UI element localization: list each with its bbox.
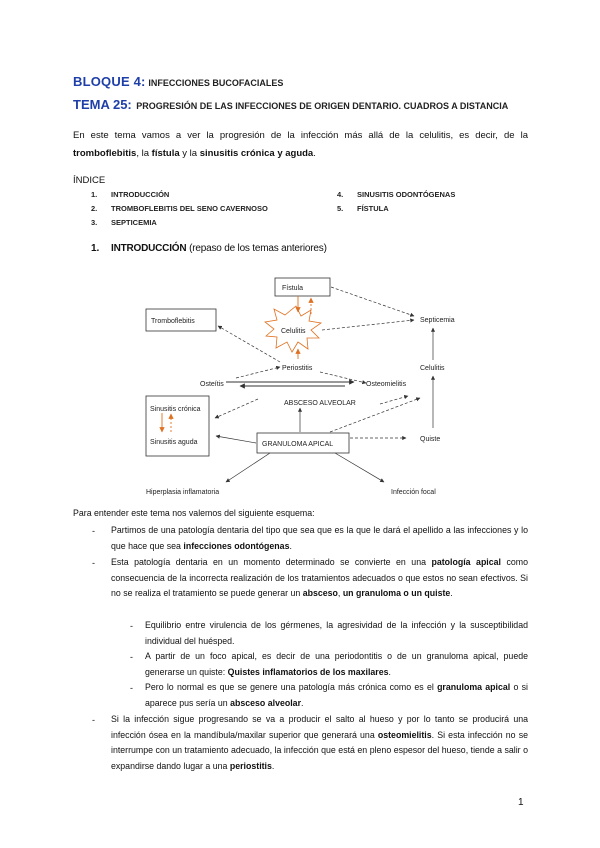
section-1-num: 1. — [91, 243, 100, 254]
indice-item-label: SEPTICEMIA — [111, 218, 157, 227]
indice-item-label: SINUSITIS ODONTÓGENAS — [357, 190, 456, 199]
sub-bullet-3-bold-1: granuloma apical — [437, 682, 511, 692]
intro-bold-fistula: fístula — [151, 148, 180, 159]
bullet-2-text-1: Esta patología dentaria en un momento determinado se convierte en una — [111, 557, 432, 567]
bullet-2-text-3: , — [337, 588, 343, 598]
label-septicemia: Septicemia — [420, 317, 455, 324]
sub-bullet-1: Equilibrio entre virulencia de los gérmenes, la agresividad de la infección y la susceptibilidad individual del huésped. — [145, 620, 528, 646]
label-sinusitis-cronica: Sinusitis crónica — [150, 406, 201, 413]
arrow-absceso-sinusitis — [215, 399, 258, 418]
bullet-3-bold-1: osteomielitis — [377, 729, 432, 740]
arrow-granuloma-sinusitis — [216, 436, 256, 443]
arrow-fistula-septicemia — [331, 287, 414, 316]
intro-text-2: , la — [136, 148, 152, 159]
label-granuloma: GRANULOMA APICAL — [262, 441, 334, 448]
bullet-3 — [111, 712, 528, 774]
bullet-1-end: . — [289, 540, 292, 551]
label-osteomielitis: Osteomielitis — [366, 381, 407, 388]
intro-bold-sinusitis: sinusitis crónica y aguda — [199, 148, 314, 159]
indice-item-num: 2. — [91, 204, 98, 213]
bullet-3-text-1: Si la infección sigue progresando se va a producir el salto al hueso y por lo tanto se producirá una infección ósea en la mandíbula/maxilar superior que generará una — [111, 714, 528, 740]
sub-bullet-2-end: . — [388, 666, 391, 677]
bullet-2-text-2: como consecuencia de la incorrecta realización de los tratamientos adecuados o que estos no sean efectivos. Si no se realiza el tratamiento se puede generar un — [111, 557, 528, 598]
indice-title: ÍNDICE — [73, 175, 106, 186]
tema-label: TEMA 25: — [73, 97, 132, 112]
bullet-3-end: . — [271, 760, 275, 771]
label-tromboflebitis: Tromboflebitis — [151, 318, 195, 325]
sub-bullet-3-bold-2: absceso alveolar — [230, 697, 302, 708]
bullet-3-bold-2: periostitis — [229, 760, 272, 771]
indice-item-label: TROMBOFLEBITIS DEL SENO CAVERNOSO — [111, 204, 268, 213]
bloque-title: INFECCIONES BUCOFACIALES — [148, 78, 284, 88]
section-1-title: INTRODUCCIÓN — [111, 243, 187, 254]
arrow-periostitis-osteomielitis — [320, 372, 366, 383]
label-hiperplasia: Hiperplasia inflamatoria — [146, 489, 220, 496]
intro-text-4: . — [313, 148, 316, 159]
intro-bold-tromboflebitis: tromboflebitis — [73, 148, 137, 159]
sub-bullet-dash: - — [130, 683, 133, 693]
sub-bullet-3-text-2: o si aparece pus sería un — [145, 682, 528, 708]
section-1-note: (repaso de los temas anteriores) — [189, 243, 327, 254]
intro-text-3: y la — [179, 148, 200, 159]
sub-bullet-dash: - — [130, 652, 133, 662]
sub-bullet-2-bold: Quistes inflamatorios de los maxilares — [227, 666, 389, 677]
bullet-dash: - — [92, 526, 95, 536]
bullet-2-bold-1: patología apical — [431, 557, 501, 567]
sub-bullet-2 — [145, 649, 528, 680]
bullet-2-bold-3: un granuloma o un quiste — [342, 588, 451, 598]
sub-bullet-3 — [145, 680, 528, 711]
label-fistula: Fístula — [282, 285, 304, 292]
intro-text-1: En este tema vamos a ver la progresión de la infección más allá de la celulitis, es decir, de la — [73, 130, 528, 141]
indice-item-num: 4. — [337, 190, 344, 199]
bullet-2 — [111, 555, 528, 602]
indice-item-label: FÍSTULA — [357, 204, 389, 213]
label-periostitis: Periostitis — [282, 365, 313, 372]
sinusitis-box — [146, 396, 209, 456]
indice-item-num: 5. — [337, 204, 344, 213]
bullet-3-text-2: . Si esta infección no se interrumpe con un tratamiento adecuado, la infección que está en pleno espesor del hueso, tiende a salir o expandirse dando lugar a una — [111, 729, 528, 771]
indice-item-num: 1. — [91, 190, 98, 199]
bullet-2-bold-2: absceso — [302, 588, 338, 598]
sub-bullet-2-text: A partir de un foco apical, es decir de una periodontitis o de un granuloma apical, puede generarse un quiste: — [145, 651, 528, 677]
indice-item-label: INTRODUCCIÓN — [111, 190, 170, 199]
body-intro: Para entender este tema nos valemos del siguiente esquema: — [73, 508, 315, 518]
label-quiste: Quiste — [420, 436, 441, 443]
sub-bullet-3-text-1: Pero lo normal es que se genere una patología más crónica como es el — [145, 682, 438, 692]
label-absceso: ABSCESO ALVEOLAR — [284, 400, 356, 407]
tema-title: PROGRESIÓN DE LAS INFECCIONES DE ORIGEN DENTARIO. CUADROS A DISTANCIA — [136, 101, 509, 111]
sub-bullet-dash: - — [130, 621, 133, 631]
bullet-1 — [111, 523, 528, 554]
arrow-granuloma-infeccion-focal — [335, 453, 384, 482]
indice-item-num: 3. — [91, 218, 98, 227]
sub-bullet-3-end: . — [301, 697, 304, 708]
bullet-dash: - — [92, 558, 95, 568]
arrow-osteitis-periostitis — [236, 367, 280, 378]
label-celulitis-2: Celulitis — [420, 365, 445, 372]
page-number: 1 — [518, 797, 524, 808]
label-infeccion-focal: Infección focal — [391, 489, 436, 496]
arrow-celulitis-septicemia — [322, 320, 414, 330]
label-celulitis: Celulitis — [281, 328, 306, 335]
label-sinusitis-aguda: Sinusitis aguda — [150, 439, 198, 446]
bullet-2-text-4: . — [450, 588, 453, 598]
bullet-dash: - — [92, 715, 95, 725]
bullet-1-bold: infecciones odontógenas — [183, 540, 290, 551]
arrow-granuloma-hiperplasia — [226, 453, 270, 482]
arrow-absceso-osteomielitis — [380, 396, 408, 404]
bullet-1-text: Partimos de una patología dentaria del tipo que sea que es la que le dará el apellido a las infecciones y lo que hace que sea — [111, 525, 528, 551]
label-osteitis: Osteítis — [200, 381, 224, 388]
bloque-label: BLOQUE 4: — [73, 74, 146, 89]
